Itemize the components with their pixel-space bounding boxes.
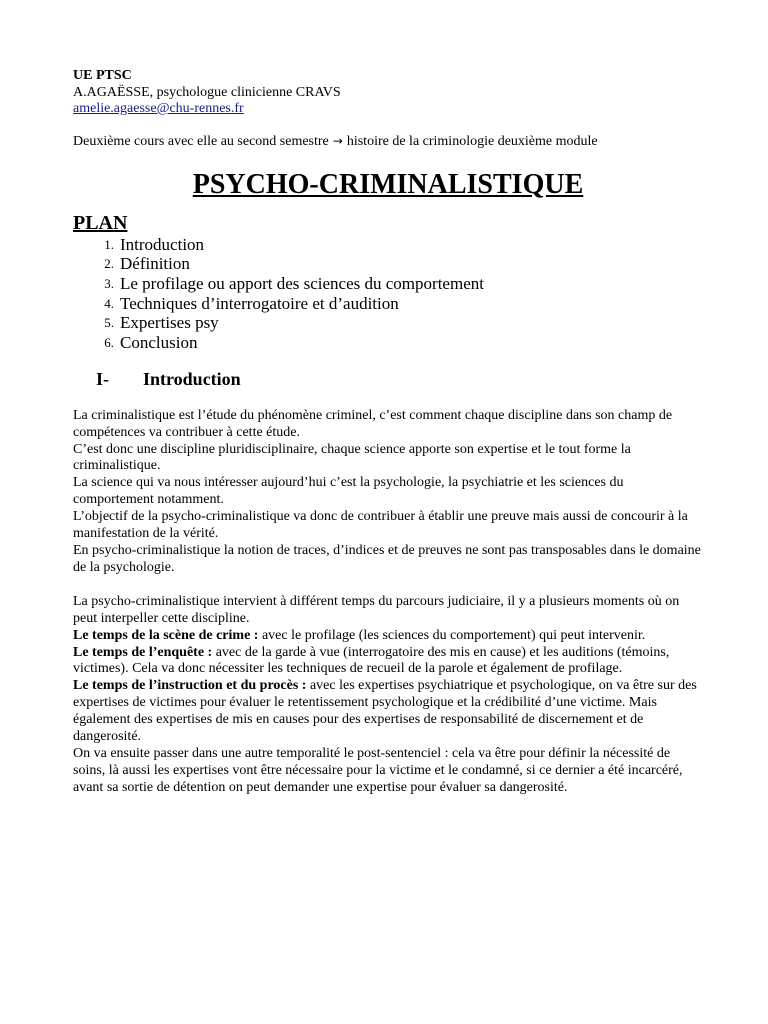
plan-item-label: Le profilage ou apport des sciences du comportement [120,273,484,293]
paragraph: La criminalistique est l’étude du phénomène criminel, c’est comment chaque discipline dans son champ de compétences va contribuer à cette étude. [73,407,673,440]
paragraph: La science qui va nous intéresser aujourd’hui c’est la psychologie, la psychiatrie et les sciences du comportement notamment. [73,475,624,508]
course-note-before: Deuxième cours avec elle au second semestre [73,133,329,149]
enquete-text: avec de la garde à vue (interrogatoire des mis en cause) et les auditions (témoins, victimes). Cela va donc nécessiter les techniques de recueil de la parole et également de profilage. [73,644,670,677]
email-link[interactable]: amelie.agaesse@chu-rennes.fr [73,101,244,116]
paragraph: On va ensuite passer dans une autre temporalité le post-sentenciel : cela va être pour définir la nécessité de soins, là aussi les expertises vont être nécessaire pour la victime et le condamné, si ce dernier a été incarcéré, avant sa sortie de détention on peut demander une expertise pour évaluer sa dangerosité. [73,745,683,795]
page-title: PSYCHO-CRIMINALISTIQUE [192,168,584,200]
plan-item [73,235,703,255]
arrow-icon: → [332,133,343,148]
course-note [73,133,703,150]
plan-item-label: Techniques d’interrogatoire et d’audition [120,293,399,313]
course-code: UE PTSC [73,68,132,83]
paragraph: En psycho-criminalistique la notion de traces, d’indices et de preuves ne sont pas transposables dans le domaine de la psychologie. [73,542,701,575]
scene-text: avec le profilage (les sciences du comportement) qui peut intervenir. [258,627,646,643]
paragraph: La psycho-criminalistique intervient à différent temps du parcours judiciaire, il y a plusieurs moments où on peut interpeller cette discipline. [73,593,680,626]
plan-list [73,235,703,353]
plan-item-number: 2. [104,256,114,272]
paragraph-scene [73,628,703,645]
document-page [73,68,703,797]
plan-item [73,274,703,294]
plan-item [73,313,703,333]
plan-item-label: Introduction [120,234,205,254]
course-note-after: histoire de la criminologie deuxième module [346,133,598,149]
plan-item-number: 5. [104,315,114,331]
plan-item [73,333,703,353]
author-line: A.AGAËSSE, psychologue clinicienne CRAVS [73,84,341,100]
plan-item-number: 3. [104,275,114,291]
plan-item-number: 4. [104,295,114,311]
plan-item [73,254,703,274]
instruction-label: Le temps de l’instruction et du procès : [73,678,307,694]
plan-item [73,294,703,314]
plan-item-label: Définition [120,254,190,274]
plan-item-number: 1. [104,236,114,252]
plan-item-number: 6. [104,335,114,351]
paragraph: L’objectif de la psycho-criminalistique va donc de contribuer à établir une preuve mais aussi de concourir à la manifestation de la vérité. [73,509,688,542]
section-heading [73,368,703,390]
plan-heading: PLAN [73,211,128,234]
plan-item-label: Conclusion [120,333,198,353]
section-title: Introduction [143,368,241,389]
paragraph-instruction [73,678,703,746]
paragraph: C’est donc une discipline pluridisciplinaire, chaque science apporte son expertise et le tout forme la criminalistique. [73,441,631,474]
paragraph-enquete [73,645,703,679]
instruction-text: avec les expertises psychiatrique et psychologique, on va être sur des expertises de victimes pour évaluer le retentissement psychologique et la crédibilité d’une victime. Mais également des expertises de mis en causes pour des expertises de responsabilité de discernement et de dangerosité. [73,678,697,745]
scene-label: Le temps de la scène de crime : [73,627,259,643]
plan-item-label: Expertises psy [120,313,219,333]
enquete-label: Le temps de l’enquête : [73,644,213,660]
section-body [73,408,703,797]
section-number: I- [96,368,109,389]
